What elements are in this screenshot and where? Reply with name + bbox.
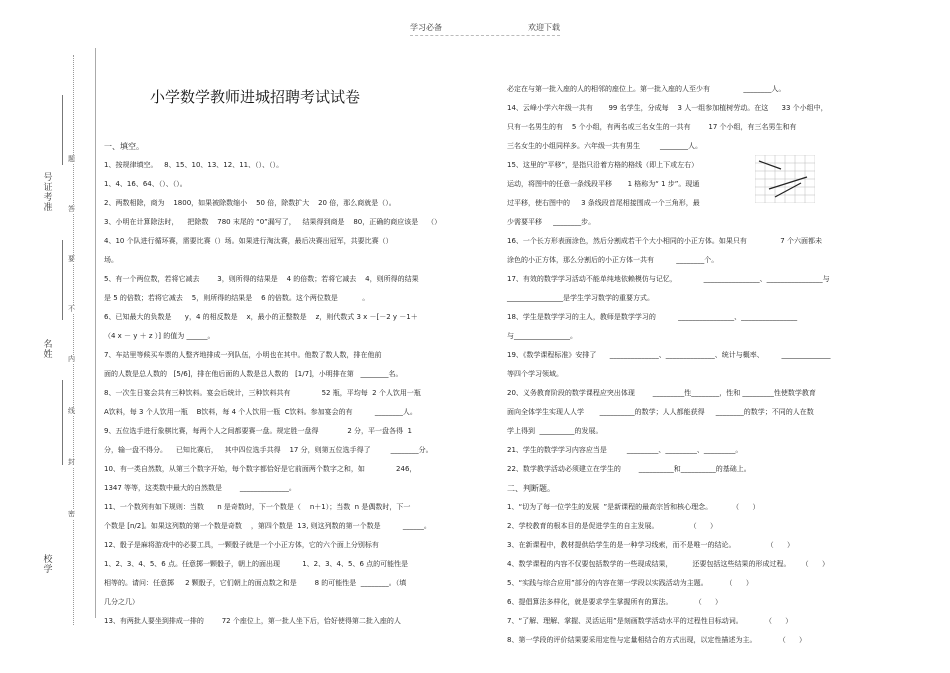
binding-label-exam-id: 号证考准 — [43, 173, 53, 213]
left-column-line: 5、有一个两位数，若将它减去 3，则所得的结果是 4 的倍数；若将它减去 4，则所得的结果 — [104, 275, 419, 283]
right-column-line: 20、义务教育阶段的数学课程应突出体现 _________性________，性和 _________性使数学教育 — [507, 389, 816, 397]
binding-char: 线 — [68, 407, 75, 415]
margin-rule — [95, 48, 96, 618]
left-column-line: 3、小明在计算除法时， 把除数 780 末尾的 “0”漏写了， 结果得到商是 80，正确的商应该是 （） — [104, 218, 442, 226]
binding-char: 密 — [68, 510, 75, 518]
page-header — [410, 22, 560, 36]
binding-dotted-line — [68, 55, 86, 625]
right-column-line: 14、云峰小学六年级一共有 99 名学生，分成每 3 人一组参加植树劳动。在这 33 个小组中， — [507, 104, 828, 112]
grid-figure — [755, 155, 815, 203]
right-column-line: 等四个学习领域。 — [507, 370, 563, 378]
right-column-line: 18、学生是数学学习的主人，教师是数学学习的 ________________、________________ — [507, 313, 798, 321]
binding-char: 题 — [68, 155, 75, 163]
header-right-text: 欢迎下载 — [528, 23, 560, 32]
left-column-line: 1、2、3、4、5、6 点。任意掷一颗骰子，朝上的面出现 1、2、3、4、5、6 点的可能性是 — [104, 560, 409, 568]
left-column-line: 面的人数是总人数的 [5/6]，排在他后面的人数是总人数的 [1/7]，小明排在第 ________名。 — [104, 370, 403, 378]
left-column-line: 一、填空。 — [104, 142, 144, 151]
left-column-line: 13、有两批人要坐到排成一排的 72 个座位上，第一批人坐下后，恰好使得第二批入座的人 — [104, 617, 401, 625]
binding-char: 不 — [68, 305, 75, 313]
binding-label-school: 校学 — [43, 555, 53, 575]
right-column-line: 8、第一学段的评价结果要采用定性与定量相结合的方式出现，以定性描述为主。 （ ） — [507, 636, 807, 644]
right-column-line: 涂色的小正方体，那么分割后的小正方体一共有 ________个。 — [507, 256, 719, 264]
binding-label-name: 名姓 — [43, 340, 53, 360]
right-column-line: 必定在与第一批入座的人的相邻的座位上。第一批入座的人至少有 ________人。 — [507, 85, 786, 93]
left-column-line: 8、一次生日宴会共有三种饮料。宴会后统计，三种饮料共有 52 瓶，平均每 2 个人饮用一瓶 — [104, 389, 421, 397]
left-column-line: 6、已知最大的负数是 y，4 的相反数是 x，最小的正整数是 z，则代数式 3 x －[－2 y －1＋ — [104, 313, 418, 321]
left-column — [104, 137, 449, 631]
binding-rule — [62, 95, 63, 165]
left-column-line: 4、10 个队进行循环赛，需要比赛（）场。如果进行淘汰赛，最后决赛出冠军，共要比赛（） — [104, 237, 393, 245]
right-column-line: 5、“实践与综合应用”部分的内容在第一学段以实践活动为主题。 （ ） — [507, 579, 753, 587]
left-column-line: 9、五位选手进行象棋比赛，每两个人之间都要赛一盘。规定胜一盘得 2 分，平一盘各得 1 — [104, 427, 412, 435]
right-column-line: 21、学生的数学学习内容应当是 _________、_________、_________。 — [507, 446, 743, 454]
left-column-line: 几分之几） — [104, 598, 139, 606]
left-column-line: 1、4、16、64、（）、（）。 — [104, 180, 187, 188]
segment-a — [759, 161, 781, 169]
left-column-line: 相等的。请问：任意掷 2 颗骰子，它们朝上的面点数之和是 8 的可能性是 ________。（填 — [104, 579, 407, 587]
binding-rule — [62, 380, 63, 465]
left-column-line: 1347 等等，这类数中最大的自然数是 ______________。 — [104, 484, 296, 492]
right-column-line: 3、在新课程中，教材提供给学生的是一种学习线索，而不是唯一的结论。 （ ） — [507, 541, 794, 549]
exam-title: 小学数学教师进城招聘考试试卷 — [150, 88, 361, 106]
right-column-line: 只有一名男生的有 5 个小组，有两名或三名女生的一共有 17 个小组，有三名男生和有 — [507, 123, 797, 131]
right-column-line: 过平移，使右图中的 3 条线段首尾相接围成一个三角形，最 — [507, 199, 700, 207]
right-column-line: 少需要平移 ________步。 — [507, 218, 596, 226]
binding-rule — [62, 240, 63, 320]
right-column-line: 15、这里的“平移”，是指只沿着方格的格线（即上下或左右） — [507, 161, 699, 169]
left-column-line: 7、车站里等候买车票的人整齐地排成一列队伍，小明也在其中。他数了数人数，排在他前 — [104, 351, 382, 359]
right-column-line: 17、有效的数学学习活动不能单纯地依赖模仿与记忆， ________________、________________与 — [507, 275, 830, 283]
right-column-line: 7、“了解、理解、掌握、灵活运用”是刻画数学活动水平的过程性目标动词。 （ ） — [507, 617, 793, 625]
right-column-line: 面向全体学生实现人人学 __________的数学；人人都能获得 ________的数学；不同的人在数 — [507, 408, 814, 416]
left-column-line: 11、一个数列有如下规则：当数 n 是奇数时，下一个数是（ n＋1）；当数 n 是偶数时，下一 — [104, 503, 411, 511]
right-column-line: 1、“切为了每一位学生的发展 ”是新课程的最高宗旨和核心理念。 （ ） — [507, 503, 760, 511]
right-column-line: 2、学校教育的根本目的是促进学生的自主发展。 （ ） — [507, 522, 717, 530]
left-column-line: A饮料，每 3 个人饮用一瓶 B饮料，每 4 个人饮用一瓶 C饮料。参加宴会的有 ________人。 — [104, 408, 417, 416]
left-column-line: 2、两数相除，商为 1800，如果被除数缩小 50 倍，除数扩大 20 倍，那么商就是（）。 — [104, 199, 396, 207]
right-column-line: 学上得到 __________的发展。 — [507, 427, 603, 435]
right-column-line: 22、数学教学活动必须建立在学生的 __________和__________的基础上。 — [507, 465, 751, 473]
right-column-line: 二、判断题。 — [507, 484, 555, 493]
right-column-line: 16、一个长方形表面涂色，然后分割成若干个大小相同的小正方体。如果只有 7 个六面都未 — [507, 237, 822, 245]
left-column-line: （4 x － y ＋ z ）] 的值为 ______。 — [104, 332, 215, 340]
header-left-text: 学习必备 — [410, 23, 442, 32]
binding-char: 答 — [68, 205, 75, 213]
left-column-line: 分，输一盘不得分。 已知比赛后， 其中四位选手共得 17 分，则第五位选手得了 ________分。 — [104, 446, 433, 454]
right-column-line: 三名女生的小组同样多。六年级一共有男生 ________人。 — [507, 142, 703, 150]
left-column-line: 是 5 的倍数；若将它减去 5，则所得的结果是 6 的倍数。这个两位数是 。 — [104, 294, 370, 302]
left-column-line: 10、有一类自然数，从第三个数字开始，每个数字都恰好是它前面两个数字之和，如 246， — [104, 465, 417, 473]
left-column-line: 个数是 [n/2]。如果这列数的第一个数是奇数 ，第四个数是 13, 则这列数的第一个数是 ______。 — [104, 522, 431, 530]
binding-char: 要 — [68, 255, 75, 263]
binding-margin — [40, 55, 100, 625]
binding-char: 封 — [68, 458, 75, 466]
left-column-line: 1、按规律填空。 8、15、10、13、12、11、（）、（）。 — [104, 161, 284, 169]
right-column-line: 与________________。 — [507, 332, 577, 340]
right-column-line: ________________是学生学习数学的重要方式。 — [507, 294, 654, 302]
right-column-line: 运动，将图中的任意一条线段平移 1 格称为“ 1 步”。现通 — [507, 180, 700, 188]
binding-char: 内 — [68, 355, 75, 363]
right-column-line: 6、提倡算法多样化，就是要求学生掌握所有的算法。 （ ） — [507, 598, 723, 606]
left-column-line: 12、骰子是麻将游戏中的必要工具，一颗骰子就是一个小正方体，它的六个面上分别标有 — [104, 541, 379, 549]
left-column-line: 场。 — [104, 256, 118, 264]
right-column-line: 4、数学课程的内容不仅要包括数学的一些现成结果， 还要包括这些结果的形成过程。 （ ） — [507, 560, 829, 568]
right-column-line: 19、《数学课程标准》安排了 ______________、______________、统计与概率、 ______________ — [507, 351, 831, 359]
